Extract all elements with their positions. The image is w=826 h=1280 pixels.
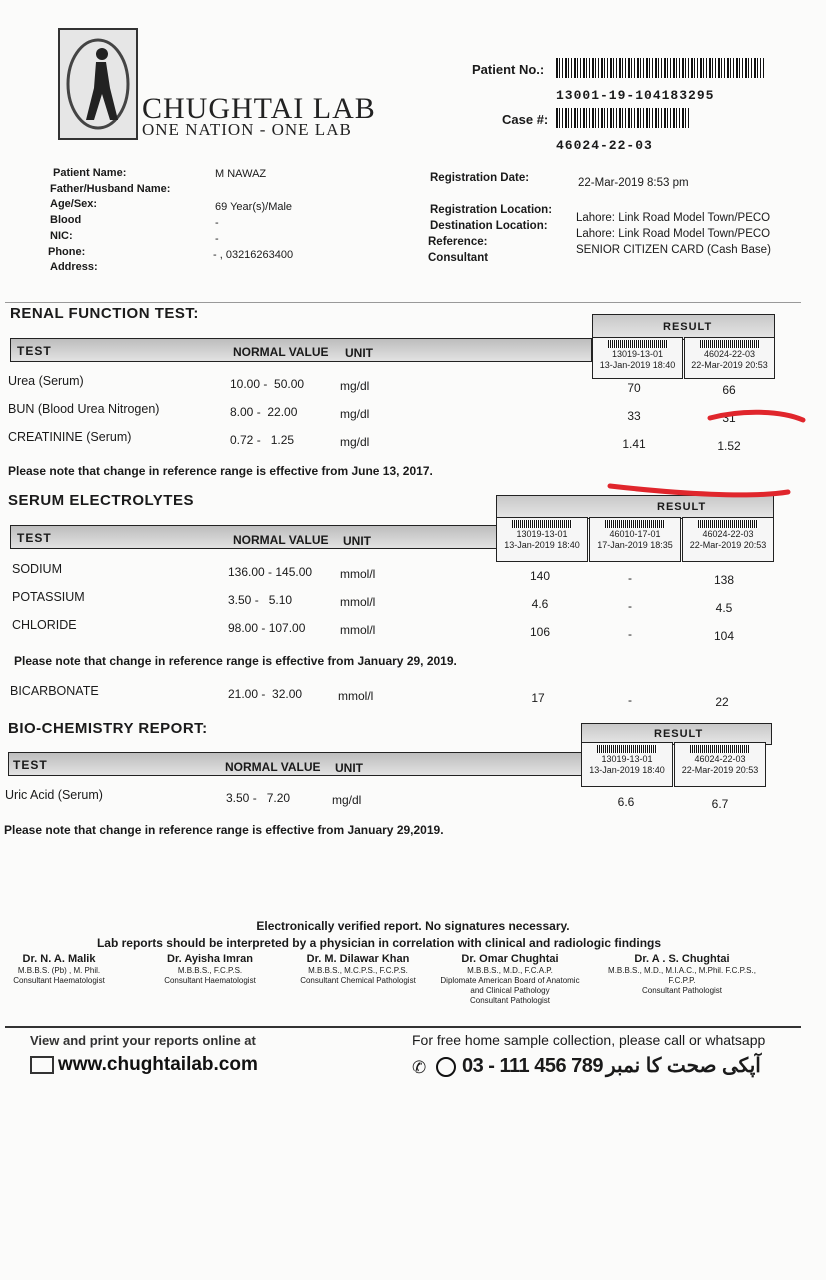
normal-range: 0.72 - 1.25 <box>230 433 295 447</box>
patient-no-label: Patient No.: <box>472 62 545 77</box>
doctor-qualification: M.B.B.S., M.D., M.I.A.C., M.Phil. F.C.P.S., F.C.P.P. <box>608 966 756 985</box>
phone-number[interactable]: 03 - 111 456 789 <box>462 1055 604 1077</box>
biochem-title: BIO-CHEMISTRY REPORT: <box>8 720 208 737</box>
electrolytes-title: SERUM ELECTROLYTES <box>8 492 194 509</box>
doctor-qualification: Consultant Pathologist <box>641 986 723 995</box>
doctor-card <box>150 952 270 986</box>
result-case-id: 13019-13-01 <box>611 349 664 359</box>
unit: mg/dl <box>340 435 370 449</box>
normal-range: 8.00 - 22.00 <box>230 405 298 419</box>
result-value: 17 <box>531 691 545 705</box>
test-name: CREATININE (Serum) <box>8 430 132 444</box>
brand-name: CHUGHTAI LAB <box>142 92 376 125</box>
result-column-header <box>674 742 766 787</box>
view-online-text: View and print your reports online at <box>30 1033 256 1048</box>
result-barcode <box>512 520 572 528</box>
brand-tagline: ONE NATION - ONE LAB <box>142 120 352 139</box>
renal-note: Please note that change in reference range is effective from June 13, 2017. <box>8 464 433 478</box>
doctor-qualification: Consultant Haematologist <box>164 976 256 985</box>
doctor-qualification: Consultant Chemical Pathologist <box>300 976 416 985</box>
test-name: BUN (Blood Urea Nitrogen) <box>8 402 160 416</box>
registration-field-value: 22-Mar-2019 8:53 pm <box>578 177 689 189</box>
result-value: 22 <box>715 695 729 709</box>
doctor-qualification: Consultant Pathologist <box>469 996 551 1005</box>
doctor-name: Dr. N. A. Malik <box>22 953 96 965</box>
patient-field-value: - <box>215 217 219 230</box>
result-column-header <box>581 742 673 787</box>
test-name: BICARBONATE <box>10 684 99 698</box>
electrolytes-table-header: TEST NORMAL VALUE UNIT <box>10 525 498 549</box>
whatsapp-icon <box>436 1057 456 1077</box>
doctor-card <box>288 952 428 986</box>
normal-range: 3.50 - 5.10 <box>228 593 293 607</box>
registration-field-label: Registration Date: <box>430 172 530 184</box>
unit: mg/dl <box>332 793 362 807</box>
patient-field-label: Patient Name: <box>53 167 127 179</box>
test-name: Uric Acid (Serum) <box>5 788 103 802</box>
result-value: - <box>628 599 632 613</box>
result-column-header <box>682 517 774 562</box>
doctor-qualification: M.B.B.S., M.C.P.S., F.C.P.S. <box>308 966 408 975</box>
unit: mg/dl <box>340 407 370 421</box>
red-pen-mark-2 <box>610 486 788 495</box>
unit: mmol/l <box>340 623 376 637</box>
result-column-header <box>589 517 681 562</box>
result-date: 17-Jan-2019 18:35 <box>597 540 673 550</box>
result-value: 4.6 <box>531 597 549 611</box>
test-name: CHLORIDE <box>12 618 77 632</box>
result-value: 33 <box>627 409 641 423</box>
patient-field-label: Age/Sex: <box>50 198 98 211</box>
result-barcode <box>700 340 760 348</box>
result-date: 13-Jan-2019 18:40 <box>589 765 665 775</box>
result-barcode <box>605 520 665 528</box>
divider <box>5 302 801 303</box>
renal-result-header: RESULT <box>592 314 775 340</box>
normal-range: 21.00 - 32.00 <box>228 687 303 701</box>
result-value: 106 <box>529 625 551 639</box>
result-barcode <box>597 745 657 753</box>
renal-table-header: TEST NORMAL VALUE UNIT <box>10 338 592 362</box>
doctor-qualification: M.B.B.S. (Pb) , M. Phil. <box>17 966 101 975</box>
registration-field-label: Destination Location: <box>430 220 548 232</box>
patient-field-value: - , 03216263400 <box>213 248 294 261</box>
test-name: Urea (Serum) <box>8 374 84 388</box>
unit: mg/dl <box>340 379 370 393</box>
doctor-qualification: M.B.B.S., M.D., F.C.A.P. <box>467 966 553 975</box>
result-value: 138 <box>713 573 735 587</box>
biochem-table-header: TEST NORMAL VALUE UNIT <box>8 752 584 776</box>
result-value: - <box>628 693 632 707</box>
website-link[interactable]: www.chughtailab.com <box>58 1054 258 1075</box>
doctor-name: Dr. M. Dilawar Khan <box>306 953 410 965</box>
interpretation-text: Lab reports should be interpreted by a physician in correlation with clinical and radiologic findings <box>96 936 662 950</box>
registration-field-value: Lahore: Link Road Model Town/PECO <box>576 228 771 240</box>
monitor-icon <box>30 1056 54 1074</box>
doctor-name: Dr. Ayisha Imran <box>167 953 253 965</box>
result-barcode <box>698 520 758 528</box>
doctor-card <box>4 952 114 986</box>
registration-field-label: Registration Location: <box>430 204 553 216</box>
registration-field-label: Consultant <box>428 252 489 264</box>
electrolytes-note: Please note that change in reference range is effective from January 29, 2019. <box>14 654 457 668</box>
biochem-result-header: RESULT <box>581 723 772 745</box>
test-name: POTASSIUM <box>12 590 85 604</box>
footer-divider <box>5 1026 801 1028</box>
doctor-card <box>602 952 762 996</box>
doctor-card <box>440 952 580 1006</box>
normal-range: 98.00 - 107.00 <box>228 621 306 635</box>
doctor-qualification: Consultant Haematologist <box>13 976 105 985</box>
patient-barcode <box>556 58 764 78</box>
normal-range: 10.00 - 50.00 <box>230 377 305 391</box>
registration-field-value: SENIOR CITIZEN CARD (Cash Base) <box>576 244 771 256</box>
result-value: 66 <box>722 383 736 397</box>
red-pen-mark-1 <box>710 412 803 420</box>
patient-field-label: Address: <box>50 261 98 274</box>
patient-no: 13001-19-104183295 <box>556 88 715 103</box>
case-no: 46024-22-03 <box>556 138 653 153</box>
result-case-id: 13019-13-01 <box>516 529 568 539</box>
doctor-name: Dr. Omar Chughtai <box>461 953 559 965</box>
case-label: Case #: <box>502 112 549 127</box>
red-pen-marks <box>600 400 815 510</box>
result-column-header <box>684 337 775 379</box>
biochem-note: Please note that change in reference range is effective from January 29,2019. <box>4 823 444 837</box>
result-value: 140 <box>529 569 551 583</box>
result-date: 22-Mar-2019 20:53 <box>691 360 768 370</box>
case-barcode <box>556 108 690 128</box>
patient-field-label: NIC: <box>50 229 73 242</box>
patient-field-label: Father/Husband Name: <box>50 182 171 195</box>
result-case-id: 46010-17-01 <box>609 529 661 539</box>
result-case-id: 46024-22-03 <box>694 754 746 764</box>
result-value: 1.41 <box>622 437 646 451</box>
result-case-id: 13019-13-01 <box>601 754 653 764</box>
result-value: - <box>628 627 632 641</box>
result-case-id: 46024-22-03 <box>702 529 754 539</box>
result-column-header <box>592 337 683 379</box>
unit: mmol/l <box>340 567 376 581</box>
normal-range: 136.00 - 145.00 <box>228 565 313 579</box>
result-value: 1.52 <box>717 439 741 453</box>
result-column-header <box>496 517 588 562</box>
result-date: 22-Mar-2019 20:53 <box>689 540 767 550</box>
unit: mmol/l <box>340 595 376 609</box>
result-date: 22-Mar-2019 20:53 <box>681 765 759 775</box>
doctor-qualification: Diplomate American Board of Anatomic and Clinical Pathology <box>440 976 580 995</box>
home-collection-text: For free home sample collection, please call or whatsapp <box>412 1032 766 1048</box>
result-value: 70 <box>627 381 641 395</box>
result-value: 31 <box>722 411 736 425</box>
doctor-qualification: M.B.B.S., F.C.P.S. <box>177 966 243 975</box>
registration-field-label: Reference: <box>428 236 488 248</box>
normal-range: 3.50 - 7.20 <box>226 791 291 805</box>
result-case-id: 46024-22-03 <box>703 349 756 359</box>
result-value: 6.6 <box>617 795 635 809</box>
result-barcode <box>690 745 750 753</box>
electrolytes-result-header: RESULT <box>496 495 774 519</box>
renal-title: RENAL FUNCTION TEST: <box>10 305 199 322</box>
registration-field-value: Lahore: Link Road Model Town/PECO <box>576 212 771 224</box>
phone-icon: ✆ <box>412 1058 427 1077</box>
patient-field-value: - <box>215 232 219 245</box>
lab-logo <box>58 28 138 140</box>
doctor-name: Dr. A . S. Chughtai <box>634 953 730 965</box>
test-name: SODIUM <box>12 562 62 576</box>
result-value: - <box>628 571 632 585</box>
patient-field-label: Blood <box>50 214 82 227</box>
patient-field-label: Phone: <box>48 245 86 258</box>
patient-field-value: M NAWAZ <box>215 168 267 180</box>
verified-text: Electronically verified report. No signatures necessary. <box>256 919 570 933</box>
result-value: 104 <box>713 629 735 643</box>
result-date: 13-Jan-2019 18:40 <box>504 540 580 550</box>
urdu-tagline: آپکی صحت کا نمبر <box>606 1055 761 1077</box>
result-value: 6.7 <box>711 797 729 811</box>
result-date: 13-Jan-2019 18:40 <box>599 360 676 370</box>
result-barcode <box>608 340 668 348</box>
unit: mmol/l <box>338 689 374 703</box>
patient-field-value: 69 Year(s)/Male <box>215 201 293 214</box>
result-value: 4.5 <box>715 601 733 615</box>
